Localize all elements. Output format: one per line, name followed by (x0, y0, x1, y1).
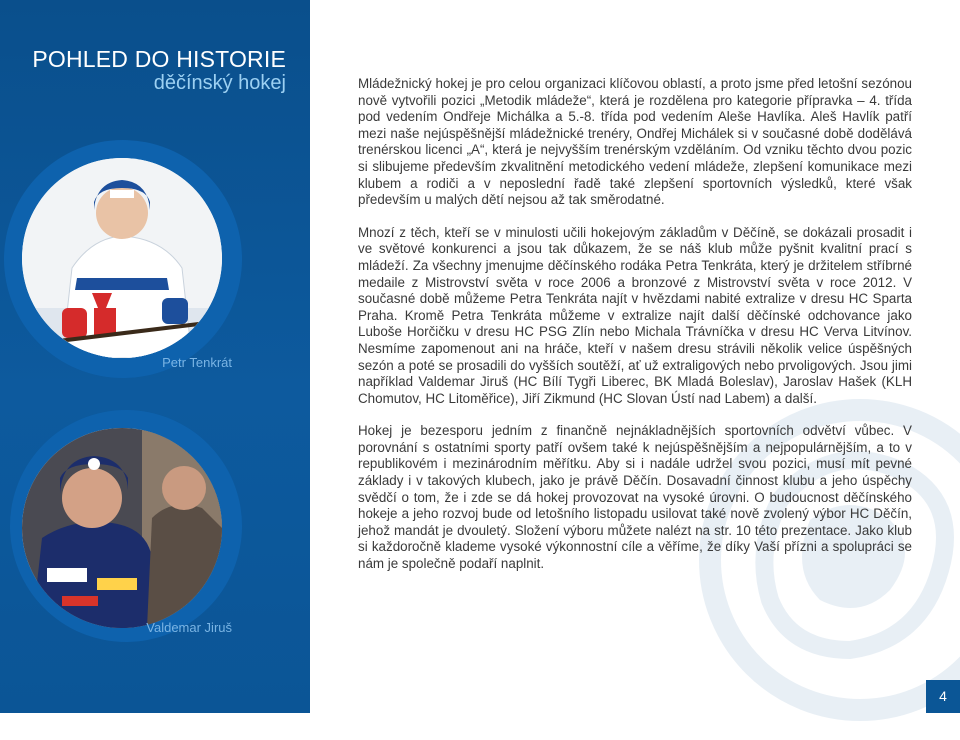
hockey-player-coach-image (22, 428, 222, 628)
photo-caption-2: Valdemar Jiruš (146, 620, 232, 635)
page-title: POHLED DO HISTORIE (32, 46, 286, 72)
player-photo-tenkrat (22, 158, 222, 358)
player-photo-jirus (22, 428, 222, 628)
page-number: 4 (926, 680, 960, 713)
paragraph-club-future: Hokej je bezesporu jedním z finančně nejnákladnějších sportovních odvětví vůbec. V porovnání s ostatními sporty patří ovšem také k nejúspěšnějším a nejpopulárnějším, a to v republikovém i mezinárodním měřítku. Aby si i nadále udržel svou pozici, musí mít pevné základy i v takových klubech, jako je právě Děčín. Dosavadní činnost klubu a jeho úspěchy svědčí o tom, že i zde se dá hokej provozovat na vysoké úrovni. O budoucnost děčínského hokeje a jeho rozvoj bude od letošního listopadu usilovat také nově zvolený výbor HC Děčín, jehož mandát je dvouletý. Složení výboru můžete nalézt na str. 10 této prezentace. Jako klub si každoročně klademe vysoké výkonnostní cíle a věříme, že díky Vaší přízni a spolupráci se nám je společně podaří naplnit. (358, 423, 912, 572)
page-subtitle: děčínský hokej (153, 72, 286, 94)
paragraph-youth-coaching: Mládežnický hokej je pro celou organizaci klíčovou oblastí, a proto jsme před letošní sezónou nově vytvořili pozici „Metodik mládeže“, která je rozdělena pro kategorie přípravka – 4. třída pod vedením Ondřeje Michálka a 5.-8. třída pod vedením Aleše Havlíka. Aleš Havlík patří mezi naše nejúspěšnější mládežnické trenéry, Ondřej Michálek si v současné době dodělává trenérskou licenci „A“, která je nejvyšším trenérským vzděláním. Od vzniku těchto dvou pozic si slibujeme především zkvalitnění metodického vedení mládeže, zlepšení komunikace mezi klubem a rodiči a v neposlední řadě také zlepšení sportovních výsledků, které však především u malých dětí nejsou až tak směrodatné. (358, 76, 912, 208)
hockey-player-white-jersey-image (22, 158, 222, 358)
sidebar (0, 0, 310, 713)
article-body (358, 76, 912, 589)
paragraph-alumni-players: Mnozí z těch, kteří se v minulosti učili hokejovým základům v Děčíně, se dokázali prosadit i ve světové konkurenci a jsou tak důkazem, že se náš klub může pyšnit kvalitní prací s mládeží. Za všechny jmenujme děčínského rodáka Petra Tenkráta, který je držitelem stříbrné medaile z Mistrovství světa v roce 2006 a bronzové z Mistrovství světa v roce 2012. V současné době můžeme Petra Tenkráta najít v hvězdami nabité extralize v dresu HC Sparta Praha. Kromě Petra Tenkráta můžeme v extralize najít další děčínské odchovance jako Luboše Horčičku v dresu HC PSG Zlín nebo Michala Trávníčka v dresu HC Verva Litvínov. Nesmíme zapomenout ani na hráče, kteří v našem dresu strávili několik velice úspěšných sezón a poté se prosadili do vyšších soutěží, ať už extraligových nebo prvoligových. Jsou jimi například Valdemar Jiruš (HC Bílí Tygři Liberec, BK Mladá Boleslav), Jaroslav Hašek (KLH Chomutov, HC Litoměřice), Jiří Zikmund (HC Slovan Ústí nad Labem) a další. (358, 224, 912, 406)
photo-caption-1: Petr Tenkrát (162, 355, 232, 370)
